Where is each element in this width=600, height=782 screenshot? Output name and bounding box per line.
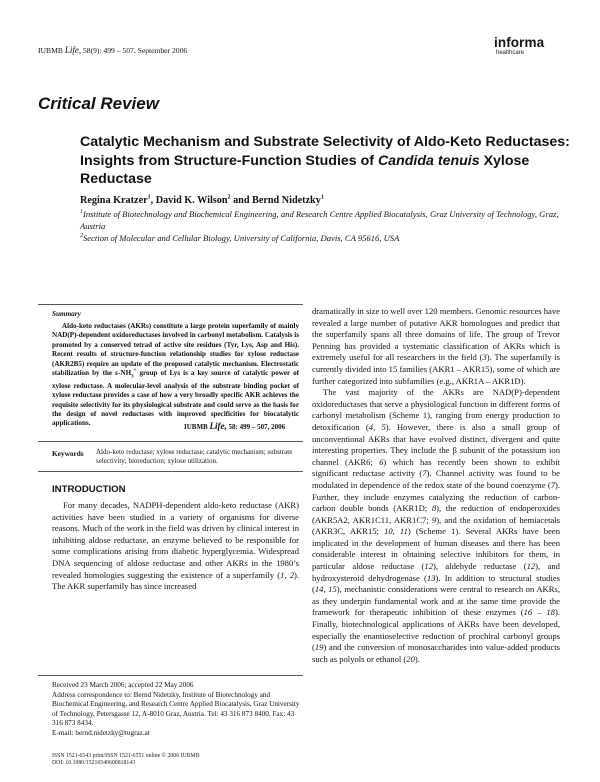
title-main: Catalytic Mechanism and Substrate Selectivity of Aldo-Keto Reductases: Insights from Structure-Function Studies of — [80, 134, 570, 169]
ref-20: 20 — [406, 653, 415, 664]
summary-citation — [184, 421, 285, 431]
issn-line: ISSN 1521-6543 print/ISSN 1521-6551 online © 2006 IUBMB — [52, 753, 200, 759]
ref-19: 19 — [314, 642, 324, 653]
summary-sup: + — [133, 368, 137, 374]
ref-1: 1 — [280, 569, 285, 580]
ref-2: 2 — [289, 569, 294, 580]
publisher-sub: healthcare — [496, 50, 525, 56]
received-date: Received 23 March 2006; accepted 22 May 2006 — [52, 681, 194, 689]
keywords-text: Aldo-keto reductase; xylose reductase; catalytic mechanism; substrate selectivity; bioreduction; xylose utilization. — [96, 448, 293, 466]
rc-p2-e: ). Further, they include enzymes catalyzing the reduction of carbon-carbon double bonds (AKR1D; — [312, 479, 560, 514]
summary-text-a: Aldo-keto reductases (AKRs) constitute a large protein superfamily of mainly NAD(P)-dependent oxidoreductases involved in carbonyl metabolism. Catalysis is promoted by a conserved tetrad of active site residues (Tyr, Lys, Asp and His). Recent results of structure-function relationship studies for xylose reductase (AKR2B5) require an update of the proposed catalytic mechanism. Electrostatic stabilization by the ε-NH — [52, 322, 299, 378]
ref-14: 14 — [314, 584, 324, 595]
intro-text-b: ). The AKR superfamily has since increased — [52, 569, 299, 592]
summary-citation-prefix: IUBMB — [184, 423, 208, 431]
journal-header — [38, 45, 187, 55]
ref-12b: 12 — [526, 561, 536, 572]
rc-p2-j: ), and hydroxysteroid dehydrogenase ( — [312, 561, 560, 583]
author-1: Regina Kratzer — [80, 195, 148, 206]
affiliation-2-text: Section of Molecular and Cellular Biology, University of California, Davis, CA 95616, USA — [83, 233, 400, 243]
rc-p2-n: ) and the conversion of monosaccharides into value-added products such as polyols or ethanol ( — [312, 642, 560, 664]
ref-16-18: 16 – 18 — [523, 607, 555, 618]
journal-prefix: IUBMB — [38, 46, 63, 55]
rc-p2-o: ). — [414, 653, 420, 664]
rc-p2-a: The vast majority of the AKRs are NAD(P)-dependent oxidoreductases that serve a physiological function in different forms of carbonyl metabolism (Scheme 1), ranging from energy production to detoxification ( — [312, 387, 560, 432]
rc-p2-i: ), aldehyde reductase ( — [433, 561, 527, 572]
journal-name: Life, — [64, 45, 82, 55]
journal-citation: 58(9): 499 – 507, September 2006 — [82, 46, 188, 55]
correspondence-email: E-mail: bernd.nidetzky@tugraz.at — [52, 728, 150, 737]
ref-11: 11 — [399, 526, 408, 537]
affiliation-1 — [80, 209, 560, 232]
author-list — [80, 195, 324, 206]
ref-13: 13 — [426, 572, 436, 583]
page-footer — [52, 753, 200, 768]
rc-p2-l: ), mechanistic considerations were central to research on AKRs, as they underpin fundamental work and at the same time provide the framework for therapeutic inhibition of these enzymes ( — [312, 584, 560, 618]
title-end: Xylose Reductase — [80, 152, 530, 187]
introduction-body — [52, 500, 299, 593]
rc-p2-m: ). Finally, biotechnological applications of AKRs have been developed, especially the enantioselective reduction of prochiral carbonyl groups ( — [312, 607, 560, 653]
doi-line: DOI: 10.1080/15216540600818143 — [52, 760, 136, 767]
summary-text — [52, 322, 299, 429]
author-3-affil: 1 — [320, 194, 324, 201]
article-notes — [52, 681, 302, 739]
keywords-divider-bottom — [38, 471, 303, 472]
keywords-divider-top — [38, 441, 303, 442]
summary-label: Summary — [52, 310, 81, 318]
ref-8: 8 — [431, 503, 437, 514]
right-column-body — [312, 306, 560, 665]
summary-sub: 3 — [131, 374, 134, 380]
ref-7: 7 — [422, 468, 427, 479]
rc-p1-a: dramatically in size to well over 120 members. Genomic resources have revealed a large number of putative AKR homologues and predict that the superfamily spans all three domains of life. The group of Trevor Penning has provided a systematic classification of AKRs which is extremely useful for all researchers in the field ( — [312, 306, 560, 363]
rc-p2-b: ). However, there is also a small group of unconventional AKRs that have evolved distinct, divergent and quite interesting properties. They include the β subunit of the potassium ion channel (AKR6; — [312, 421, 560, 467]
rc-p2-f: ), the reduction of endoperoxides (AKR5A2, AKR1C11, AKR1C7; — [312, 503, 560, 525]
ref-3: 3 — [482, 352, 487, 363]
introduction-paragraph — [52, 500, 299, 593]
ref-12: 12 — [424, 561, 433, 572]
notes-divider — [38, 675, 303, 676]
ref-7b: 7 — [550, 479, 555, 490]
rc-p2-d: ). Channel activity was found to be modulated in dependence of the redox state of the bound coenzyme ( — [312, 468, 560, 490]
affiliation-2-sup: 2 — [80, 233, 83, 240]
correspondence-address: Address correspondence to: Bernd Nidetzky, Institute of Biotechnology and Biochemical Engineering, and Research Centre Applied Biocatalysis, Graz University of Technology, Petersgasse 12, A-8010 Graz, Austria. Tel: 43 316 873 8400. Fax: 43 316 873 8434. — [52, 690, 300, 728]
publisher-logo — [494, 36, 544, 57]
section-label: Critical Review — [38, 94, 159, 113]
ref-5: 5 — [381, 421, 386, 432]
ref-sep: , — [284, 569, 290, 580]
author-2: , David K. Wilson — [150, 195, 228, 206]
summary-citation-journal: Life, — [209, 421, 227, 431]
rc-p2-c: ) which has recently been shown to exhibit significant reductase activity ( — [312, 456, 561, 479]
summary-divider-top — [38, 304, 303, 305]
affiliation-2 — [80, 233, 560, 245]
right-paragraph-2: The vast majority of the AKRs are NAD(P)-dependent oxidoreductases that serve a physiological function in different forms of carbonyl metabolism (Scheme 1), ranging from energy production to detoxification (4, 5). However, there is also a small group of unconventional AKRs that have evolved distinct, divergent and quite interesting properties. They include the β subunit of the potassium ion channel (AKR6; 6) which has recently been shown to exhibit significant reductase activity (7). Channel activity was found to be modulated in dependence of the redox state of the bound coenzyme (7). Further, they include enzymes catalyzing the reduction of carbon-carbon double bonds (AKR1D; 8), the reduction of endoperoxides (AKR5A2, AKR1C11, AKR1C7; 9), and the oxidation of hemiacetals (AKR3C, AKR15; 10, 11) (Scheme 1). Several AKRs have been implicated in the development of human diseases and there has been considerable interest in obtaining selective inhibitors for them, in particular aldose reductase (12), aldehyde reductase (12), and hydroxysteroid dehydrogenase (13). In addition to structural studies (14, 15), mechanistic considerations were central to research on AKRs, as they underpin fundamental work and at the same time provide the framework for therapeutic inhibition of these enzymes (16 – 18). Finally, biotechnological applications of AKRs have been developed, especially the enantioselective reduction of prochiral carbonyl groups (19) and the conversion of monosaccharides into value-added products such as polyols or ethanol (20). — [312, 387, 561, 664]
title-species: Candida tenuis — [377, 152, 480, 169]
rc-p2-k: ). In addition to structural studies ( — [312, 572, 560, 595]
affiliation-1-sup: 1 — [80, 209, 83, 216]
affiliation-1-text: Institute of Biotechnology and Biochemical Engineering, and Research Centre Applied Biocatalysis, Graz University of Technology, Graz, Austria — [80, 209, 559, 231]
ref-6: 6 — [379, 456, 384, 467]
ref-9: 9 — [431, 514, 437, 525]
summary-text-b: group of Lys is a key source of catalytic power of xylose reductase. A molecular-level analysis of the substrate binding pocket of xylose reductase provides a case of how a very broadly specific AKR achieves the requisite selectivity for its physiological substrate and could serve as the basis for the design of novel reductases with improved specificities for biocatalytic applications. — [52, 369, 299, 428]
article-title — [80, 133, 580, 189]
summary-citation-rest: 58: 499 – 507, 2006 — [226, 423, 286, 431]
author-3: and Bernd Nidetzky — [230, 195, 321, 206]
author-1-affil: 1 — [147, 194, 151, 201]
author-2-affil: 2 — [227, 194, 231, 201]
introduction-heading: INTRODUCTION — [52, 484, 126, 495]
intro-text-a: For many decades, NADPH-dependent aldo-keto reductase (AKR) activities have been studied in a variety of organisms for diverse reasons. Much of the work in the field was driven by clinical interest in inhibiting aldose reductase, an enzyme believed to be responsible for some complications arising from diabetic hyperglycemia. Widespread DNA sequencing of aldose reductase and other AKRs in the 1980’s revealed homologies suggesting the existence of a superfamily ( — [52, 500, 299, 580]
keywords-label: Keywords — [52, 449, 84, 458]
ref-10: 10 — [384, 526, 393, 537]
ref-15: 15 — [328, 584, 337, 595]
rc-p2-g: ), and the oxidation of hemiacetals (AKR3C, AKR15; — [312, 514, 560, 537]
rc-p2-h: ) (Scheme 1). Several AKRs have been implicated in the development of human diseases and there has been considerable interest in obtaining selective inhibitors for them, in particular aldose reductase ( — [312, 526, 561, 572]
rc-ref-sep: , — [373, 421, 382, 432]
right-paragraph-1 — [312, 306, 560, 387]
publisher-name: informa — [494, 35, 545, 50]
rc-p1-b: ). The superfamily is currently divided into 15 families (AKR1 – AKR15), some of which are further categorized into subfamilies (e.g., AKR1A – AKR1D). — [312, 352, 560, 386]
ref-4: 4 — [368, 421, 374, 432]
